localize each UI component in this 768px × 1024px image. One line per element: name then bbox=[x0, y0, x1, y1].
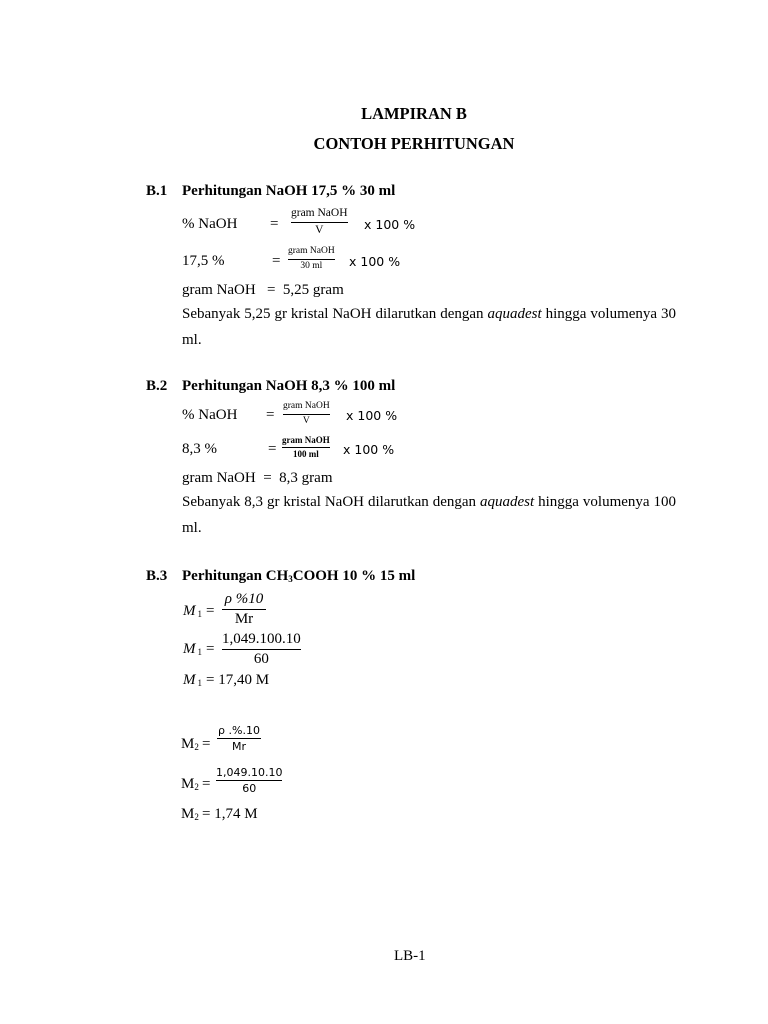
fraction-denominator: Mr bbox=[234, 611, 254, 627]
b2-para-italic: aquadest bbox=[480, 494, 535, 510]
m-subscript: 2 bbox=[194, 812, 199, 822]
b2-row1-multiplier: x 100 % bbox=[346, 408, 398, 423]
rho-expression: ρ %10 bbox=[224, 591, 264, 607]
m-symbol: M bbox=[181, 776, 195, 792]
fraction-numerator bbox=[225, 592, 263, 607]
fraction-numerator: 1,049.100.10 bbox=[222, 631, 301, 647]
b1-row1-multiplier: x 100 % bbox=[364, 217, 416, 232]
fraction-bar bbox=[222, 649, 301, 650]
fraction-numerator: 1,049.10.10 bbox=[216, 766, 283, 779]
b2-para-text-b: hingga volumenya 100 ml. bbox=[182, 494, 676, 536]
b1-para-text-b: hingga volumenya 30 ml. bbox=[182, 306, 676, 348]
b1-row1-label: % NaOH bbox=[182, 216, 238, 232]
b1-row2-equals: = bbox=[272, 253, 281, 269]
fraction-numerator: gram NaOH bbox=[283, 401, 330, 411]
m-subscript: 1 bbox=[197, 609, 202, 619]
b3-m1-fraction-2 bbox=[222, 632, 301, 667]
fraction-bar bbox=[217, 738, 261, 739]
b2-result: gram NaOH = 8,3 gram bbox=[182, 470, 333, 486]
m-symbol: M bbox=[181, 736, 195, 752]
b1-row1-equals: = bbox=[270, 216, 279, 232]
fraction-bar bbox=[222, 609, 266, 610]
fraction-bar bbox=[283, 414, 330, 415]
fraction-numerator: gram NaOH bbox=[291, 207, 348, 219]
b3-title-subscript: 3 bbox=[288, 574, 293, 584]
m-symbol: M bbox=[183, 641, 196, 657]
b3-m2-fraction-1 bbox=[217, 725, 261, 752]
b3-title-part-b: COOH 10 % 15 ml bbox=[292, 568, 416, 584]
b3-m2-label-2 bbox=[181, 776, 199, 793]
fraction-denominator: 60 bbox=[253, 651, 269, 667]
b3-m2-label-3 bbox=[181, 806, 199, 823]
b3-m2-equals-2: = bbox=[202, 776, 211, 792]
m-subscript: 2 bbox=[194, 782, 199, 792]
m-subscript: 1 bbox=[197, 678, 202, 688]
fraction-numerator: gram NaOH bbox=[288, 246, 335, 256]
fraction-bar bbox=[282, 447, 330, 448]
fraction-denominator: 30 ml bbox=[300, 260, 323, 271]
section-b2-number: B.2 bbox=[146, 378, 168, 394]
b1-row1-fraction bbox=[291, 208, 348, 236]
b2-row2-fraction bbox=[282, 436, 330, 459]
page-subtitle: CONTOH PERHITUNGAN bbox=[313, 134, 515, 153]
b3-m2-result: = 1,74 M bbox=[202, 806, 258, 822]
b1-row2-label: 17,5 % bbox=[182, 253, 225, 269]
fraction-denominator: V bbox=[302, 415, 310, 426]
b2-row2-label: 8,3 % bbox=[182, 441, 217, 457]
b3-m1-fraction-1 bbox=[222, 592, 266, 627]
b3-title-part-a: Perhitungan CH bbox=[182, 568, 289, 584]
b3-m1-symbol-1 bbox=[183, 603, 202, 620]
section-b1-title: Perhitungan NaOH 17,5 % 30 ml bbox=[182, 183, 396, 199]
b2-paragraph bbox=[182, 489, 676, 541]
m-symbol: M bbox=[183, 603, 196, 619]
b2-row1-fraction bbox=[283, 402, 330, 426]
b3-m1-equals-2: = bbox=[206, 641, 215, 657]
b3-m2-equals-1: = bbox=[202, 736, 211, 752]
b2-row1-label: % NaOH bbox=[182, 407, 238, 423]
b3-m1-symbol-2 bbox=[183, 641, 202, 658]
b2-row2-multiplier: x 100 % bbox=[343, 442, 395, 457]
b1-row2-multiplier: x 100 % bbox=[349, 254, 401, 269]
b3-m2-fraction-2 bbox=[216, 767, 282, 794]
section-b3-number: B.3 bbox=[146, 568, 168, 584]
fraction-bar bbox=[216, 780, 282, 781]
b2-row2-equals: = bbox=[268, 441, 277, 457]
b2-row1-equals: = bbox=[266, 407, 275, 423]
section-b3-title bbox=[182, 568, 415, 585]
section-b1-number: B.1 bbox=[146, 183, 168, 199]
fraction-numerator: ρ .%.10 bbox=[218, 724, 260, 737]
fraction-denominator: Mr bbox=[231, 740, 246, 753]
m-symbol: M bbox=[183, 672, 196, 688]
fraction-bar bbox=[288, 259, 335, 260]
fraction-bar bbox=[291, 222, 348, 223]
b1-row2-fraction bbox=[288, 247, 335, 271]
b3-m2-label-1 bbox=[181, 736, 199, 753]
page-number: LB-1 bbox=[394, 948, 426, 964]
b1-result: gram NaOH = 5,25 gram bbox=[182, 282, 344, 298]
b1-para-italic: aquadest bbox=[487, 306, 542, 322]
fraction-denominator: V bbox=[315, 223, 324, 236]
b3-m1-result: = 17,40 M bbox=[206, 672, 270, 688]
b3-m1-symbol-3 bbox=[183, 672, 202, 689]
m-subscript: 2 bbox=[194, 742, 199, 752]
m-symbol: M bbox=[181, 806, 195, 822]
fraction-numerator: gram NaOH bbox=[282, 435, 330, 445]
b3-m1-equals-1: = bbox=[206, 603, 215, 619]
fraction-denominator: 100 ml bbox=[293, 449, 319, 459]
b1-paragraph bbox=[182, 301, 676, 353]
page-title: LAMPIRAN B bbox=[361, 104, 467, 123]
m-subscript: 1 bbox=[197, 647, 202, 657]
b2-para-text-a: Sebanyak 8,3 gr kristal NaOH dilarutkan dengan bbox=[182, 494, 480, 510]
fraction-denominator: 60 bbox=[242, 782, 257, 795]
b1-para-text-a: Sebanyak 5,25 gr kristal NaOH dilarutkan dengan bbox=[182, 306, 488, 322]
section-b2-title: Perhitungan NaOH 8,3 % 100 ml bbox=[182, 378, 396, 394]
